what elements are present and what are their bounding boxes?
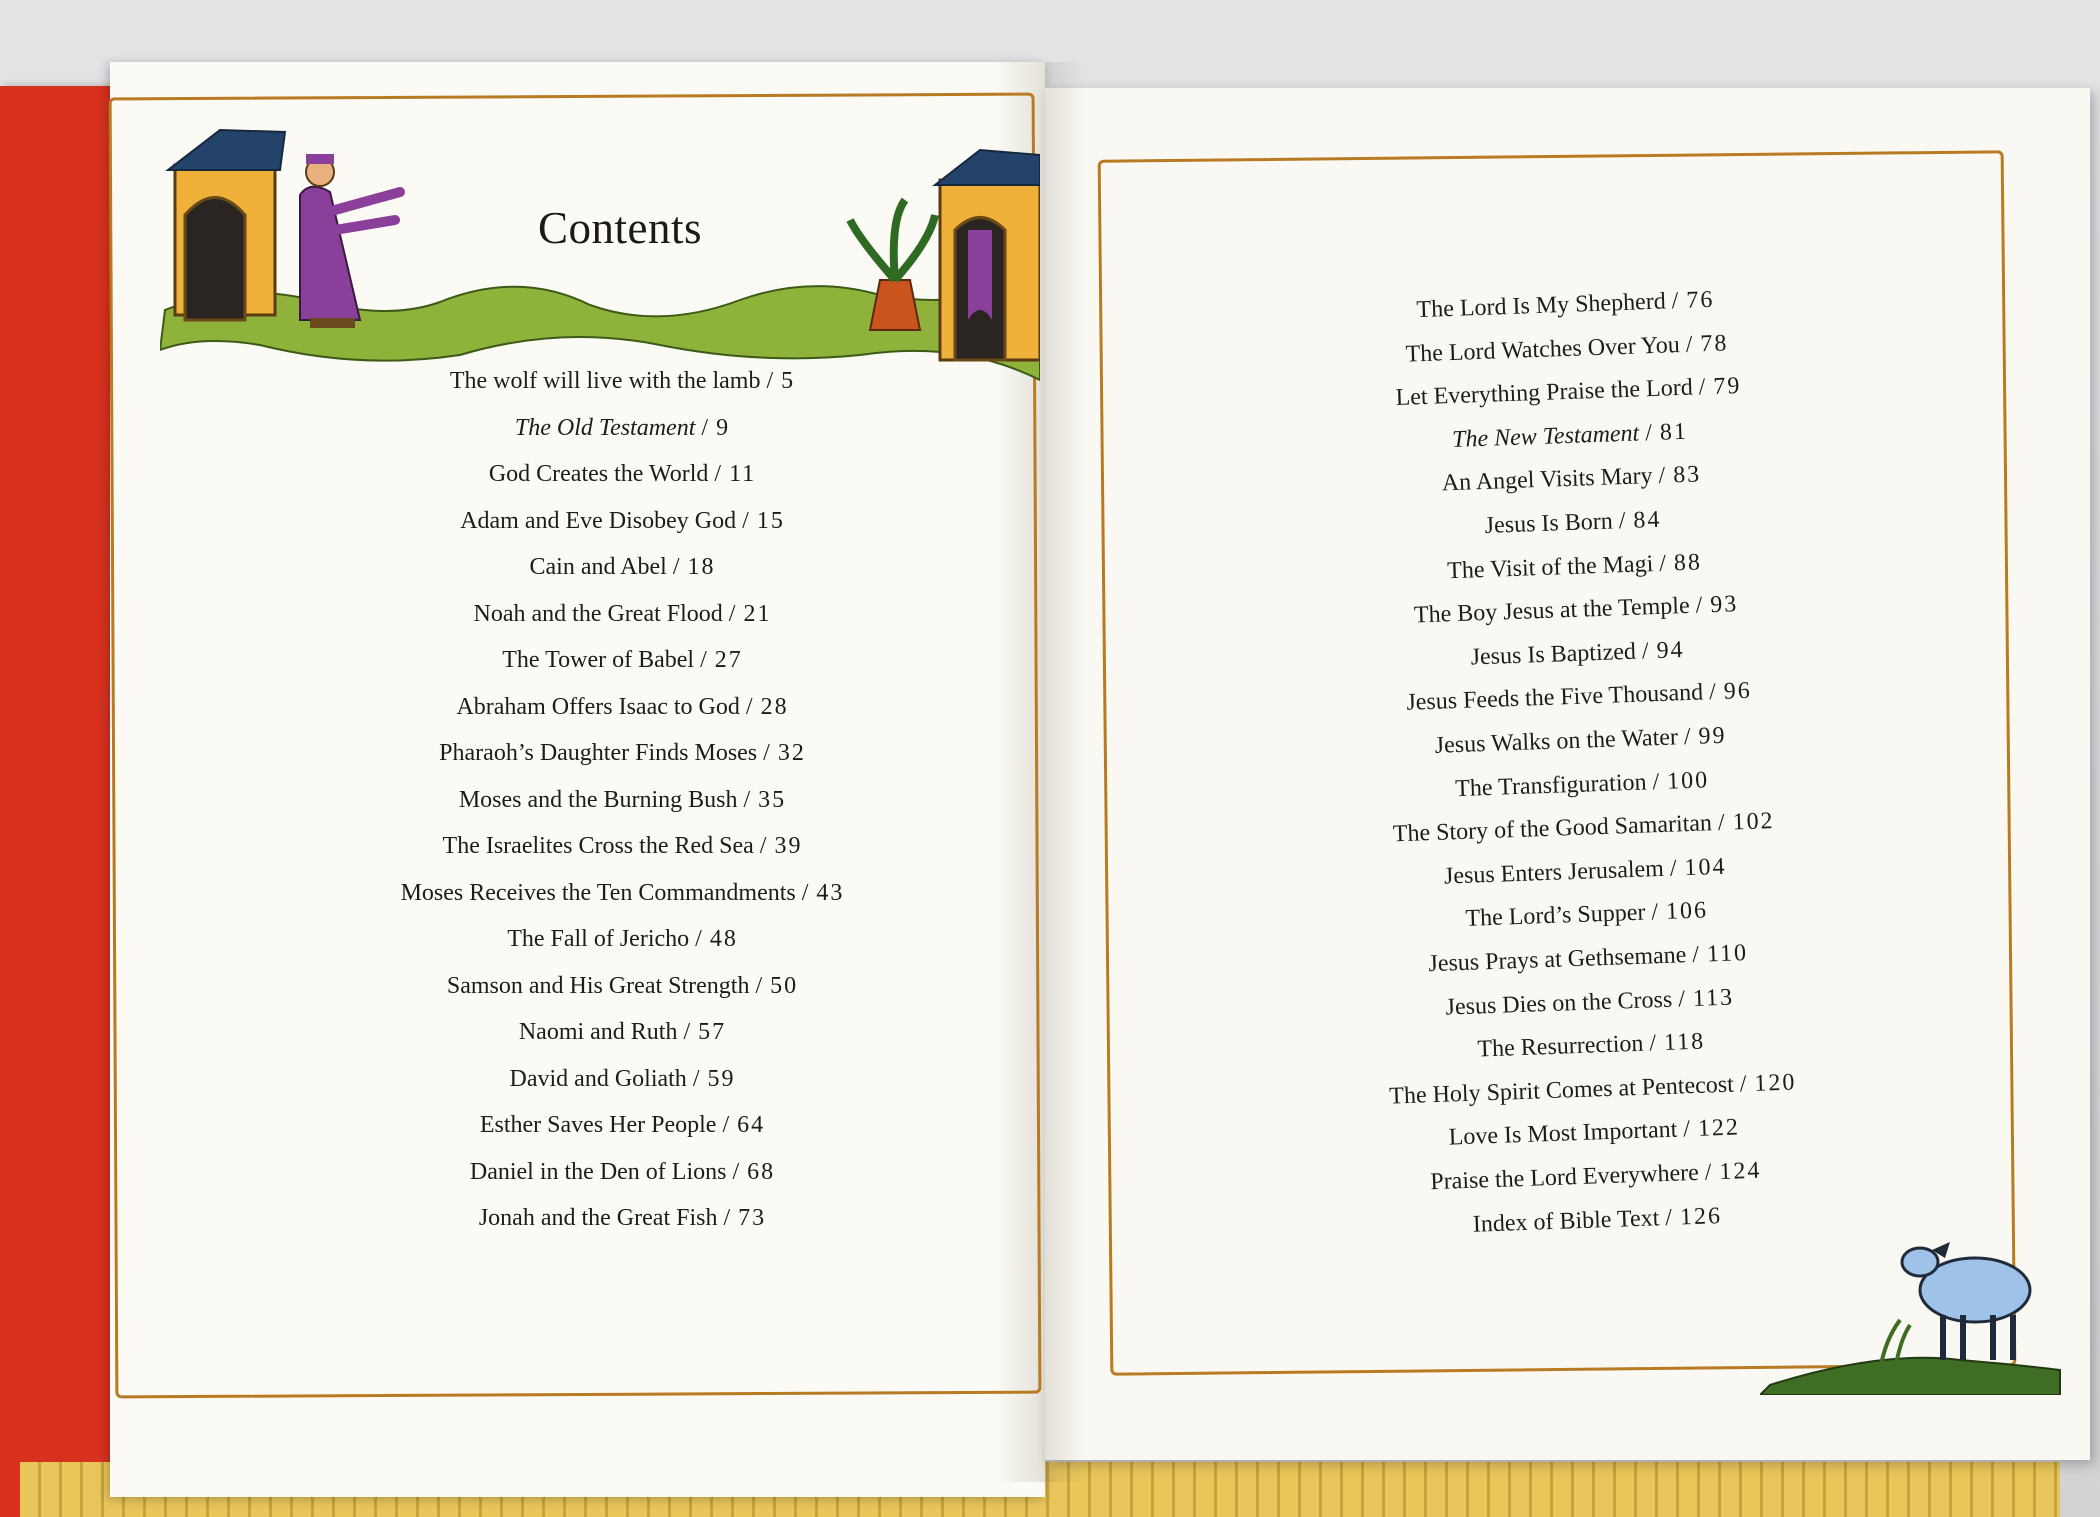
toc-separator: / <box>1663 855 1683 882</box>
toc-separator: / <box>708 461 728 487</box>
toc-entry-page: 43 <box>816 879 845 906</box>
toc-entry-page: 5 <box>781 368 796 394</box>
toc-entry-title: The New Testament <box>1451 420 1640 453</box>
toc-separator: / <box>716 1112 736 1138</box>
toc-entry <box>1329 545 1820 589</box>
toc-entry-title: Jesus Walks on the Water <box>1434 724 1679 759</box>
toc-separator: / <box>1692 374 1712 401</box>
toc-entry-page: 100 <box>1666 766 1710 795</box>
toc-separator: / <box>1638 419 1659 447</box>
toc-entry-title: The Lord’s Supper <box>1465 899 1646 933</box>
toc-entry-title: Jesus Enters Jerusalem <box>1443 855 1665 890</box>
toc-entry <box>330 368 915 395</box>
toc-separator: / <box>1612 507 1632 535</box>
toc-separator: / <box>736 507 755 534</box>
page-title: Contents <box>537 203 702 253</box>
toc-separator: / <box>753 833 773 859</box>
toc-entry-title: Jesus Is Born <box>1484 508 1614 539</box>
toc-entry-title: The Resurrection <box>1477 1030 1644 1063</box>
toc-entry <box>1346 1024 1837 1068</box>
house-icon <box>935 150 1040 360</box>
toc-separator: / <box>666 554 686 580</box>
toc-entry-page: 120 <box>1753 1069 1797 1097</box>
toc-entry <box>1344 981 1835 1025</box>
toc-entry <box>330 508 915 535</box>
toc-separator: / <box>1644 899 1665 926</box>
toc-separator: / <box>1689 592 1709 620</box>
toc-entry-title: Moses and the Burning Bush <box>458 786 738 813</box>
toc-separator: / <box>1733 1070 1753 1098</box>
toc-entry <box>330 926 915 953</box>
toc-entry <box>1340 850 1831 894</box>
toc-separator: / <box>1677 723 1697 751</box>
toc-entry-title: The Israelites Cross the Red Sea <box>442 833 754 859</box>
toc-entry <box>330 694 915 721</box>
toc-entry <box>330 880 915 907</box>
toc-entry-page: 113 <box>1692 984 1735 1012</box>
toc-entry <box>330 601 915 628</box>
toc-entry-page: 96 <box>1723 678 1753 706</box>
toc-entry-page: 59 <box>707 1065 736 1092</box>
toc-entry-page: 76 <box>1685 286 1715 314</box>
toc-entry-title: The Tower of Babel <box>502 647 695 673</box>
toc-separator: / <box>1676 1116 1697 1143</box>
toc-entry-page: 99 <box>1698 722 1727 750</box>
toc-entry-title: Cain and Abel <box>529 554 667 580</box>
toc-entry-title: Praise the Lord Everywhere <box>1429 1159 1700 1196</box>
toc-entry-title: The Fall of Jericho <box>507 926 690 952</box>
toc-entry-page: 94 <box>1656 636 1685 664</box>
toc-entry <box>330 1205 915 1232</box>
toc-entry-page: 68 <box>747 1158 776 1185</box>
toc-entry <box>330 415 915 442</box>
toc-entry-page: 118 <box>1663 1028 1706 1057</box>
toc-entry-page: 124 <box>1718 1157 1762 1186</box>
toc-entry <box>1351 1155 1842 1199</box>
toc-entry-page: 57 <box>698 1019 727 1045</box>
house-icon <box>168 130 285 320</box>
lamb-icon <box>1902 1242 2030 1360</box>
toc-separator: / <box>795 879 815 906</box>
toc-entry-page: 21 <box>743 600 772 627</box>
toc-entry-page: 27 <box>714 647 743 673</box>
toc-entry <box>330 973 915 1000</box>
toc-entry-title: The Lord Is My Shepherd <box>1416 288 1667 324</box>
toc-separator: / <box>686 1065 706 1092</box>
toc-entry-page: 11 <box>729 461 757 487</box>
toc-entry-title: The Boy Jesus at the Temple <box>1413 593 1691 629</box>
toc-entry-page: 32 <box>777 740 806 766</box>
toc-separator: / <box>1671 985 1692 1013</box>
toc-entry-title: Naomi and Ruth <box>518 1019 678 1045</box>
toc-separator: / <box>739 693 759 720</box>
toc-entry-title: Adam and Eve Disobey God <box>460 507 737 534</box>
toc-entry-page: 83 <box>1672 461 1702 489</box>
toc-entry-title: The Old Testament <box>514 414 696 441</box>
toc-entry-page: 84 <box>1632 506 1662 534</box>
toc-entry-page: 110 <box>1706 940 1749 968</box>
toc-entry-title: The Visit of the Magi <box>1446 550 1654 584</box>
toc-entry-title: Jonah and the Great Fish <box>478 1205 718 1231</box>
toc-entry-page: 81 <box>1659 418 1689 446</box>
toc-entry <box>1326 458 1817 502</box>
toc-entry <box>1337 763 1828 807</box>
toc-entry <box>1331 588 1822 632</box>
toc-entry-title: The Holy Spirit Comes at Pentecost <box>1388 1071 1735 1110</box>
toc-entry <box>1325 414 1816 458</box>
toc-entry-title: Pharaoh’s Daughter Finds Moses <box>439 740 758 766</box>
toc-entry-title: The Story of the Good Samaritan <box>1392 810 1713 848</box>
toc-separator: / <box>1635 637 1656 665</box>
toc-entry <box>1335 719 1826 763</box>
toc-entry-title: Let Everything Praise the Lord <box>1395 374 1694 412</box>
toc-separator: / <box>717 1205 737 1231</box>
toc-entry <box>330 647 915 674</box>
toc-entry-page: 78 <box>1699 329 1729 357</box>
toc-entry <box>330 461 915 488</box>
toc-entry-title: The Lord Watches Over You <box>1405 331 1681 368</box>
toc-entry <box>330 554 915 581</box>
toc-entry-page: 126 <box>1679 1202 1723 1231</box>
toc-entry-title: Love Is Most Important <box>1448 1116 1678 1151</box>
toc-separator: / <box>1652 550 1673 577</box>
toc-entry-page: 106 <box>1665 897 1709 926</box>
toc-entry-page: 9 <box>716 414 731 441</box>
toc-entry <box>1332 632 1823 676</box>
toc-separator: / <box>1642 1030 1663 1057</box>
toc-separator: / <box>1702 679 1723 706</box>
toc-entry-page: 102 <box>1732 808 1776 836</box>
toc-entry <box>1348 1068 1839 1112</box>
toc-entry <box>330 740 915 767</box>
toc-separator: / <box>1646 768 1666 796</box>
toc-entry-title: Jesus Dies on the Cross <box>1445 986 1673 1021</box>
toc-separator: / <box>1665 287 1685 315</box>
toc-entry <box>330 1019 915 1046</box>
toc-separator: / <box>722 600 742 627</box>
toc-entry-page: 39 <box>774 833 803 859</box>
toc-entry-page: 18 <box>687 554 716 580</box>
toc-entry-page: 35 <box>758 786 787 813</box>
toc-entry-page: 93 <box>1709 591 1739 619</box>
toc-entry-title: Jesus Is Baptized <box>1470 638 1637 671</box>
toc-entry-title: Jesus Prays at Gethsemane <box>1428 942 1687 978</box>
hill <box>1760 1358 2060 1395</box>
table-of-contents-right <box>1320 283 1843 1240</box>
toc-entry-page: 64 <box>737 1112 766 1138</box>
toc-entry <box>330 787 915 814</box>
toc-entry-page: 15 <box>756 507 785 534</box>
table-of-contents-left <box>330 368 915 1268</box>
toc-entry <box>1343 937 1834 981</box>
toc-entry-page: 50 <box>770 972 799 999</box>
toc-entry-page: 48 <box>709 926 738 952</box>
toc-separator: / <box>760 368 780 394</box>
toc-entry-page: 73 <box>738 1205 767 1231</box>
toc-entry <box>1349 1111 1840 1155</box>
toc-separator: / <box>1658 1204 1679 1231</box>
toc-entry-title: David and Goliath <box>509 1065 687 1092</box>
toc-entry <box>330 1066 915 1093</box>
toc-separator: / <box>695 414 715 441</box>
toc-separator: / <box>1679 330 1699 358</box>
toc-separator: / <box>1698 1159 1718 1186</box>
toc-entry-page: 122 <box>1697 1114 1741 1143</box>
man-icon <box>300 154 400 328</box>
toc-entry-title: God Creates the World <box>488 461 709 487</box>
toc-entry-title: An Angel Visits Mary <box>1441 463 1654 497</box>
toc-entry <box>1334 676 1825 720</box>
toc-entry-title: Samson and His Great Strength <box>446 972 750 999</box>
toc-entry-title: Abraham Offers Isaac to God <box>456 693 740 720</box>
toc-entry <box>1338 806 1829 850</box>
toc-separator: / <box>726 1158 746 1185</box>
toc-entry <box>1341 893 1832 937</box>
toc-entry <box>1328 501 1819 545</box>
toc-entry-title: Esther Saves Her People <box>479 1112 717 1138</box>
toc-entry-title: Moses Receives the Ten Commandments <box>400 879 796 906</box>
toc-entry-title: Daniel in the Den of Lions <box>469 1158 727 1185</box>
toc-entry-page: 104 <box>1684 853 1727 881</box>
toc-separator: / <box>677 1019 697 1045</box>
toc-entry <box>1322 327 1813 371</box>
toc-entry-page: 28 <box>760 693 789 720</box>
toc-separator: / <box>1711 809 1732 837</box>
toc-separator: / <box>1685 941 1706 969</box>
toc-entry-title: The Transfiguration <box>1454 769 1647 802</box>
toc-separator: / <box>689 926 708 952</box>
toc-entry <box>1323 371 1814 415</box>
toc-entry-title: The wolf will live with the lamb <box>449 368 761 394</box>
toc-entry-page: 88 <box>1673 548 1703 576</box>
toc-entry-page: 79 <box>1712 373 1742 401</box>
toc-separator: / <box>737 786 757 813</box>
lamb-illustration <box>1760 1220 2070 1395</box>
toc-entry <box>330 1112 915 1139</box>
toc-entry-title: Index of Bible Text <box>1472 1204 1660 1238</box>
toc-separator: / <box>757 740 776 766</box>
toc-entry-title: Jesus Feeds the Five Thousand <box>1406 679 1704 717</box>
toc-entry <box>330 833 915 860</box>
toc-separator: / <box>749 972 769 999</box>
toc-entry-title: Noah and the Great Flood <box>473 600 723 627</box>
toc-separator: / <box>1652 462 1672 490</box>
toc-entry <box>330 1159 915 1186</box>
toc-separator: / <box>694 647 713 673</box>
